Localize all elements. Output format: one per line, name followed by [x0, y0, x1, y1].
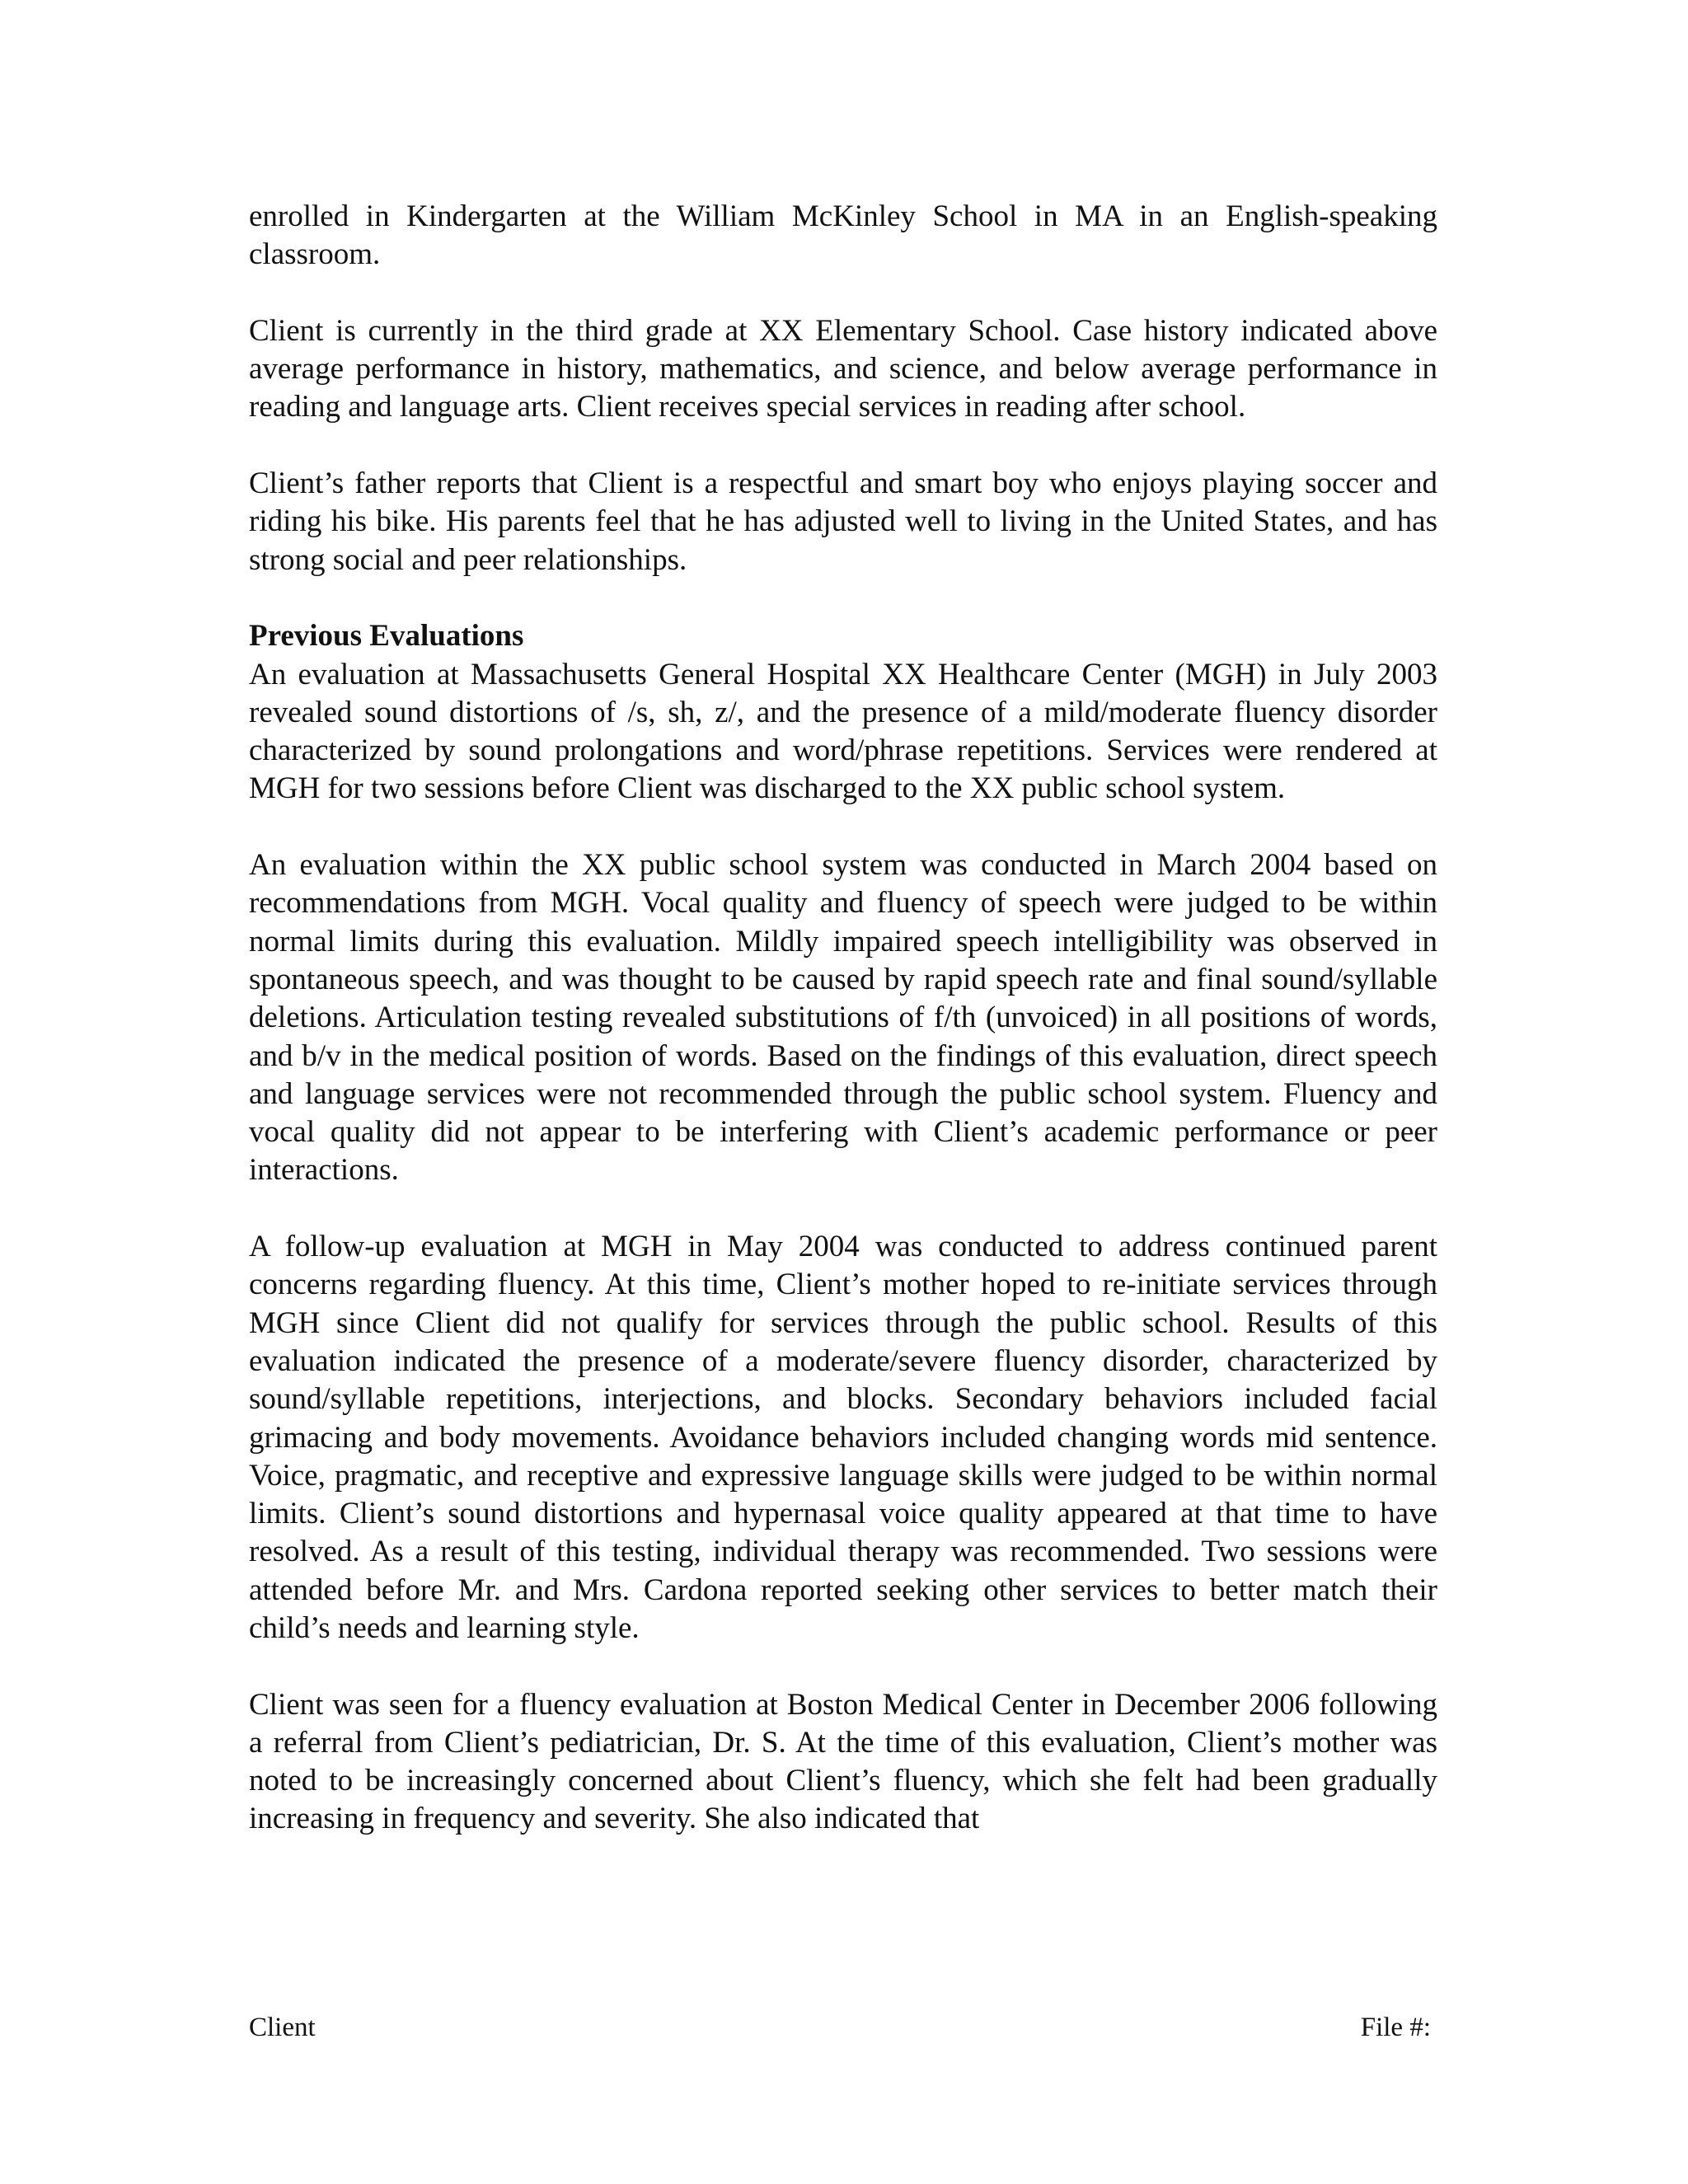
- footer-file-number-label: File #:: [1360, 2013, 1431, 2042]
- paragraph-school-2004: An evaluation within the XX public school system was conducted in March 2004 based on recommendations from MGH. Vocal quality and fluency of speech were judged to be within normal limits during this evaluation. Mildly impaired speech intelligibility was observed in spontaneous speech, and was thought to be caused by rapid speech rate and final sound/syllable deletions. Articulation testing revealed substitutions of f/th (unvoiced) in all positions of words, and b/v in the medical position of words. Based on the findings of this evaluation, direct speech and language services were not recommended through the public school system. Fluency and vocal quality did not appear to be interfering with Client’s academic performance or peer interactions.: [249, 848, 1437, 1188]
- document-body: [249, 198, 1437, 1877]
- paragraph-boston-2006: Client was seen for a fluency evaluation at Boston Medical Center in December 2006 following a referral from Client’s pediatrician, Dr. S. At the time of this evaluation, Client’s mother was noted to be increasingly concerned about Client’s fluency, which she felt had been gradually increasing in frequency and severity. She also indicated that: [249, 1687, 1437, 1836]
- paragraph-current-grade: Client is currently in the third grade at XX Elementary School. Case history indicated above average performance in history, mathematics, and science, and below average performance in reading and language arts. Client receives special services in reading after school.: [249, 313, 1437, 424]
- paragraph-father-report: Client’s father reports that Client is a respectful and smart boy who enjoys playing soccer and riding his bike. His parents feel that he has adjusted well to living in the United States, and has strong social and peer relationships.: [249, 466, 1437, 577]
- paragraph-mgh-followup-2004: A follow-up evaluation at MGH in May 2004 was conducted to address continued parent concerns regarding fluency. At this time, Client’s mother hoped to re-initiate services through MGH since Client did not qualify for services through the public school. Results of this evaluation indicated the presence of a moderate/severe fluency disorder, characterized by sound/syllable repetitions, interjections, and blocks. Secondary behaviors included facial grimacing and body movements. Avoidance behaviors included changing words mid sentence. Voice, pragmatic, and receptive and expressive language skills were judged to be within normal limits. Client’s sound distortions and hypernasal voice quality appeared at that time to have resolved. As a result of this testing, individual therapy was recommended. Two sessions were attended before Mr. and Mrs. Cardona reported seeking other services to better match their child’s needs and learning style.: [249, 1230, 1437, 1645]
- paragraph-mgh-2003: An evaluation at Massachusetts General Hospital XX Healthcare Center (MGH) in July 2003 revealed sound distortions of /s, sh, z/, and the presence of a mild/moderate fluency disorder characterized by sound prolongations and word/phrase repetitions. Services were rendered at MGH for two sessions before Client was discharged to the XX public school system.: [249, 657, 1437, 806]
- footer-client-label: Client: [249, 2013, 316, 2042]
- section-heading-previous-evaluations: Previous Evaluations: [249, 619, 524, 654]
- paragraph-kindergarten: enrolled in Kindergarten at the William McKinley School in MA in an English-speaking classroom.: [249, 199, 1437, 272]
